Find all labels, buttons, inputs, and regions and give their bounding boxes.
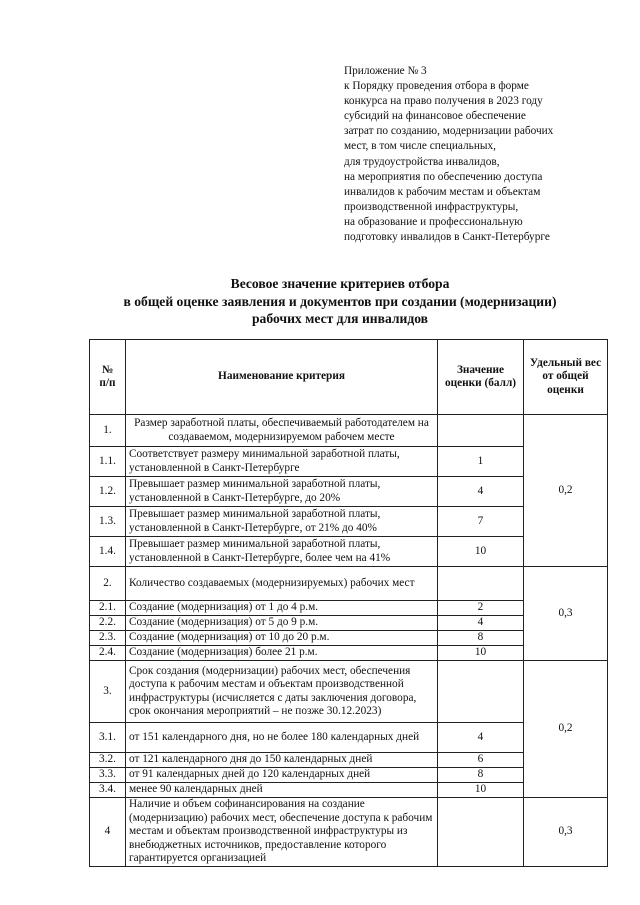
weight-group-1: 0,2 [524,415,608,567]
row-score [438,567,524,601]
table-header-row [90,340,608,415]
appendix-line: подготовку инвалидов в Санкт-Петербурге [344,231,550,244]
row-score: 7 [438,507,524,537]
row-name: от 151 календарного дня, но не более 180 календарных дней [126,723,438,753]
appendix-line: инвалидов к рабочим местам и объектам [344,185,541,198]
row-name: от 121 календарного дня до 150 календарных дней [126,753,438,768]
weight-group-2: 0,3 [524,567,608,661]
row-num: 3.2. [90,753,126,768]
row-num: 3. [90,661,126,723]
row-num: 1.4. [90,537,126,567]
header-score: Значение оценки (балл) [438,340,524,415]
table-row [90,798,608,867]
row-num: 3.1. [90,723,126,753]
row-name: Превышает размер минимальной заработной платы, установленной в Санкт-Петербурге, более чем на 41% [126,537,438,567]
row-name: от 91 календарных дней до 120 календарных дней [126,768,438,783]
appendix-line: затрат по созданию, модернизации рабочих [344,125,554,138]
row-name: Превышает размер минимальной заработной платы, установленной в Санкт-Петербурге, до 20% [126,477,438,507]
row-num: 2.1. [90,601,126,616]
row-score: 8 [438,768,524,783]
row-score: 6 [438,753,524,768]
row-num: 2.3. [90,631,126,646]
row-num: 2.4. [90,646,126,661]
row-num: 1.2. [90,477,126,507]
row-score: 10 [438,646,524,661]
appendix-line: конкурса на право получения в 2023 году [344,95,543,108]
row-score: 10 [438,537,524,567]
row-score: 2 [438,601,524,616]
weight-group-3: 0,2 [524,661,608,798]
row-num: 2. [90,567,126,601]
appendix-line: субсидий на финансовое обеспечение [344,110,526,123]
weight-group-4: 0,3 [524,798,608,867]
row-num: 1.3. [90,507,126,537]
row-name: Количество создаваемых (модернизируемых) рабочих мест [126,567,438,601]
row-num: 4 [90,798,126,867]
document-title [60,275,620,328]
row-name: Превышает размер минимальной заработной платы, установленной в Санкт-Петербурге, от 21% до 40% [126,507,438,537]
header-num: № п/п [90,340,126,415]
title-line-1: Весовое значение критериев отбора [230,276,450,291]
row-score: 4 [438,616,524,631]
appendix-line: к Порядку проведения отбора в форме [344,80,529,93]
row-name: Размер заработной платы, обеспечиваемый работодателем на создаваемом, модернизируемом рабочем месте [126,415,438,447]
row-num: 1. [90,415,126,447]
row-name: Создание (модернизация) от 5 до 9 р.м. [126,616,438,631]
row-name: Создание (модернизация) от 1 до 4 р.м. [126,601,438,616]
row-score [438,415,524,447]
appendix-line: на мероприятия по обеспечению доступа [344,170,543,183]
title-line-3: рабочих мест для инвалидов [252,311,428,326]
header-weight: Удельный вес от общей оценки [524,340,608,415]
appendix-line: для трудоустройства инвалидов, [344,155,500,168]
row-name: менее 90 календарных дней [126,783,438,798]
row-num: 2.2. [90,616,126,631]
row-score: 10 [438,783,524,798]
appendix-note [344,64,624,245]
row-score: 1 [438,447,524,477]
row-num: 3.4. [90,783,126,798]
row-num: 1.1. [90,447,126,477]
appendix-line: производственной инфраструктуры, [344,200,519,213]
title-line-2: в общей оценке заявления и документов при создании (модернизации) [123,293,557,309]
row-name: Наличие и объем софинансирования на создание (модернизацию) рабочих мест, обеспечение доступа к рабочим местам и объектам производственной инфраструктуры из внебюджетных источников, предоставление которого гарантируется организацией [126,798,438,867]
row-score [438,798,524,867]
row-name: Создание (модернизация) от 10 до 20 р.м. [126,631,438,646]
header-name: Наименование критерия [126,340,438,415]
row-score: 8 [438,631,524,646]
criteria-table [89,339,608,867]
row-num: 3.3. [90,768,126,783]
row-name: Создание (модернизация) более 21 р.м. [126,646,438,661]
table-row [90,567,608,601]
row-score: 4 [438,723,524,753]
row-name: Соответствует размеру минимальной заработной платы, установленной в Санкт-Петербурге [126,447,438,477]
row-score [438,661,524,723]
table-row [90,661,608,723]
appendix-line: мест, в том числе специальных, [344,140,496,153]
row-score: 4 [438,477,524,507]
appendix-line: Приложение № 3 [344,65,427,77]
appendix-line: на образование и профессиональную [344,215,523,228]
table-row [90,415,608,447]
row-name: Срок создания (модернизации) рабочих мест, обеспечения доступа к рабочим местам и объектам производственной инфраструктуры (исчисляется с даты заключения договора, срок окончания мероприятий – не позже 30.12.2023) [126,661,438,723]
